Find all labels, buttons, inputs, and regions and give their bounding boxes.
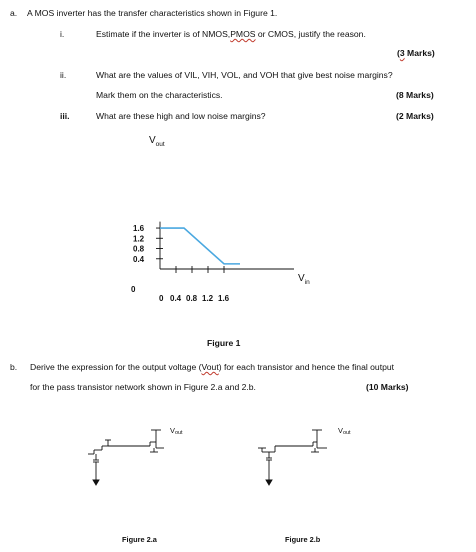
figure-2a-circuit bbox=[78, 430, 198, 520]
item-ii-number: ii. bbox=[60, 70, 67, 80]
figure-2a-caption: Figure 2.a bbox=[122, 535, 157, 544]
y-axis-label: $V_{out}$ bbox=[149, 135, 165, 148]
x-tick-label: 0.8 bbox=[186, 294, 198, 303]
item-iii-number: iii. bbox=[60, 111, 70, 121]
y-origin-label: 0 bbox=[131, 285, 136, 294]
item-i-number: i. bbox=[60, 29, 65, 39]
x-axis-label: $V_{in}$ bbox=[298, 273, 310, 286]
question-b-marks: (10 Marks) bbox=[366, 382, 409, 392]
item-ii-text-line1: What are the values of VIL, VIH, VOL, and VOH that give best noise margins? bbox=[96, 70, 393, 80]
item-i-marks: (3 Marks) bbox=[397, 48, 435, 58]
figure-2b-vout-label: Vout bbox=[338, 426, 351, 436]
x-tick-label: 0.4 bbox=[170, 294, 182, 303]
question-a-text: A MOS inverter has the transfer characteristics shown in Figure 1. bbox=[27, 8, 278, 18]
question-b-text-line2: for the pass transistor network shown in Figure 2.a and 2.b. bbox=[30, 382, 256, 392]
item-ii-text-line2: Mark them on the characteristics. bbox=[96, 90, 223, 100]
question-a-label: a. bbox=[10, 8, 18, 18]
figure-2b-caption: Figure 2.b bbox=[285, 535, 321, 544]
item-iii-marks: (2 Marks) bbox=[396, 111, 434, 121]
figure-2a-vout-label: Vout bbox=[170, 426, 183, 436]
figure-2b-circuit bbox=[255, 430, 375, 520]
item-i-text: Estimate if the inverter is of NMOS,PMOS or CMOS, justify the reason. bbox=[96, 29, 366, 39]
y-tick-label: 0.8 bbox=[133, 244, 145, 254]
figure-1-caption: Figure 1 bbox=[207, 338, 241, 348]
item-ii-marks: (8 Marks) bbox=[396, 90, 434, 100]
x-tick-label: 1.6 bbox=[218, 294, 230, 303]
question-b-text-line1: Derive the expression for the output voltage (Vout) for each transistor and hence the final output bbox=[30, 362, 395, 372]
y-tick-label: 1.2 bbox=[133, 234, 145, 244]
y-tick-label: 0.4 bbox=[133, 254, 145, 264]
y-tick-label: 1.6 bbox=[133, 224, 145, 234]
vtc-line bbox=[160, 228, 240, 264]
x-origin-label: 0 bbox=[159, 294, 164, 303]
x-tick-label: 1.2 bbox=[202, 294, 214, 303]
question-b-label: b. bbox=[10, 362, 18, 372]
item-iii-text: What are these high and low noise margins? bbox=[96, 111, 266, 121]
